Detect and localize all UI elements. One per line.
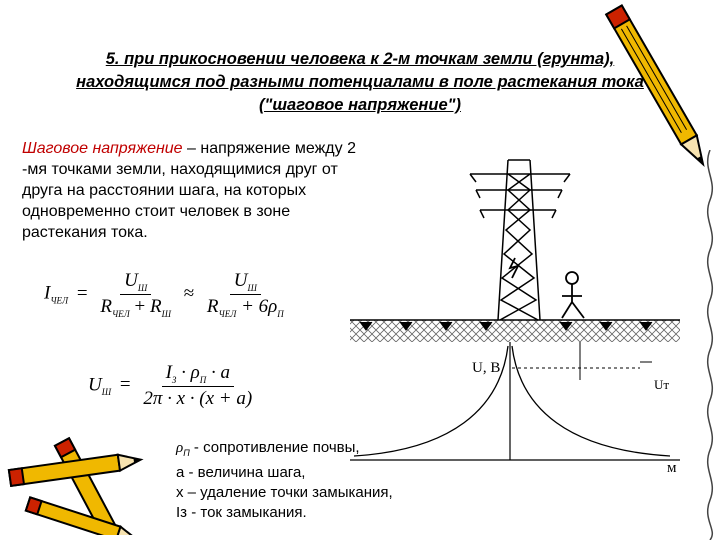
label-voltage-axis: U, B (472, 360, 501, 376)
legend-x: x – удаление точки замыкания, (176, 484, 393, 501)
pencil-top-right-icon (596, 0, 706, 170)
legend-a: a - величина шага, (176, 464, 306, 481)
fraction-1: $\frac{U_Ш}{R_{ЧЕЛ} + R_Ш}$ (100, 270, 171, 319)
fraction-2: $\frac{U_Ш}{R_{ЧЕЛ} + 6\rho_П}$ (206, 270, 284, 319)
definition-line-3: друга на расстоянии шага, на которых (22, 182, 307, 199)
ground-surface (350, 320, 680, 342)
title-line-1: 5. при прикосновении человека к 2-м точкам земли (грунта), (105, 50, 615, 68)
definition-line-4: одновременно стоит человек в зоне (22, 203, 291, 220)
pencils-bottom-left-icon (0, 430, 160, 535)
formula-current-through-body: $I_{ЧЕЛ}$ = $\frac{U_Ш}{R_{ЧЕЛ} + R_Ш}$ ≈ $\frac{U_Ш}{R_{ЧЕЛ} + 6\rho_П}$ (44, 270, 288, 319)
decorative-border-icon (700, 150, 720, 540)
fraction-3: $\frac{I_З \cdot \rho_П \cdot a}{2\pi \cdot x \cdot (x + a)}$ (143, 362, 253, 409)
definition-line-5: растекания тока. (22, 224, 148, 241)
person-icon (562, 272, 584, 318)
formula-legend: $\rho_П$ - сопротивление почвы, a - величина шага, x – удаление точки замыкания, Iз - ток замыкания. (176, 439, 393, 521)
title-line-3: ("шаговое напряжение") (259, 96, 461, 114)
definition-term: Шаговое напряжение (22, 140, 183, 157)
label-meters: м (667, 460, 677, 476)
definition-line-1: – напряжение между 2 (182, 140, 356, 157)
label-um: Uт (654, 377, 670, 392)
transmission-tower-icon (470, 160, 570, 320)
title-line-2: находящимся под разными потенциалами в поле растекания тока (76, 73, 644, 91)
definition-line-2: -мя точками земли, находящимися друг от (22, 161, 338, 178)
formula-step-voltage: $U_Ш$ = $\frac{I_З \cdot \rho_П \cdot a}{2\pi \cdot x \cdot (x + a)}$ (88, 362, 256, 410)
step-voltage-diagram (340, 150, 700, 490)
legend-iz: Iз - ток замыкания. (176, 504, 307, 521)
